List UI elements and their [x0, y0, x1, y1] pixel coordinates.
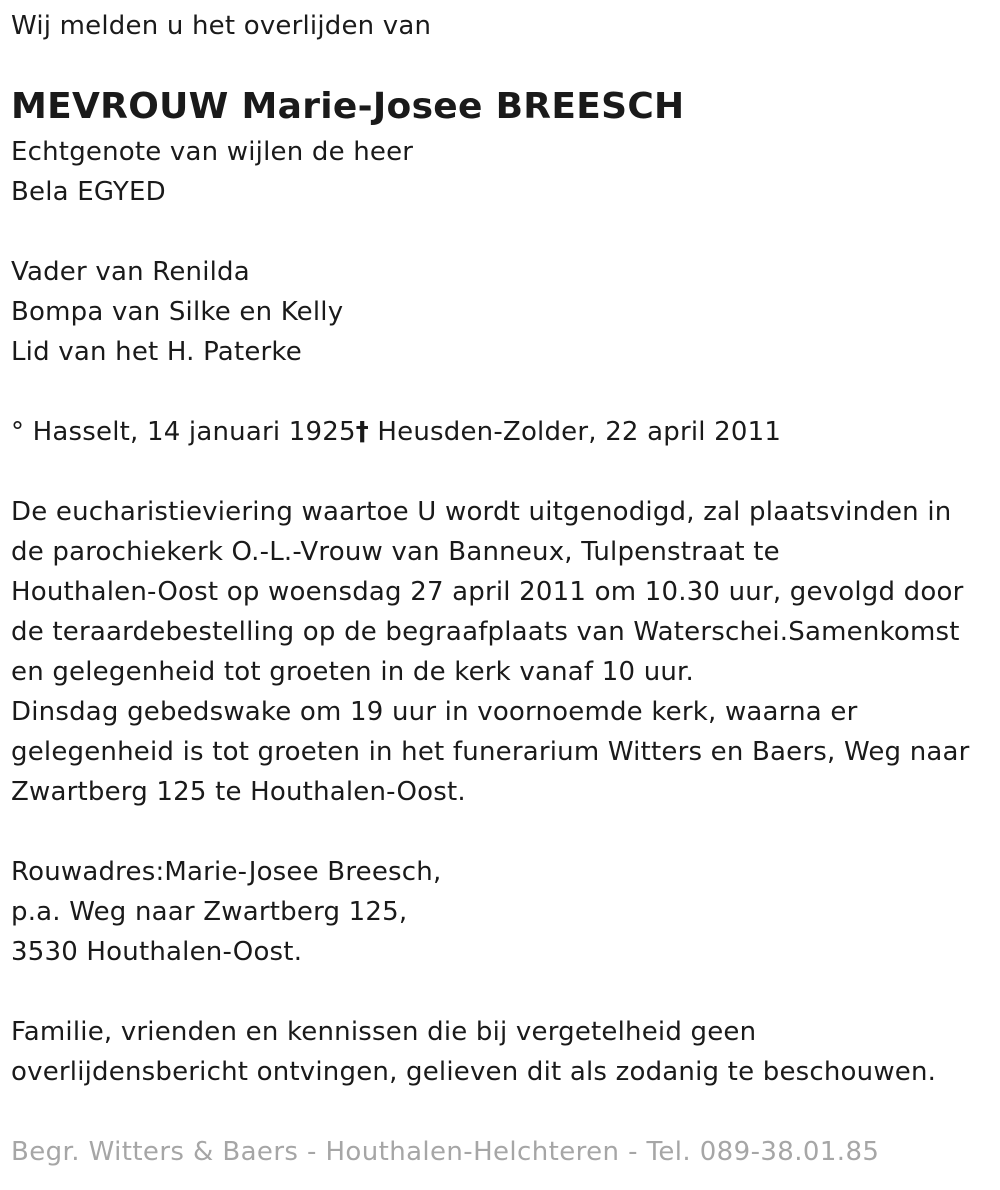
address-line: Rouwadres:Marie-Josee Breesch,: [11, 857, 442, 887]
family-line: Vader van Renilda: [11, 257, 250, 287]
ceremony-line: en gelegenheid tot groeten in de kerk vanaf 10 uur.: [11, 657, 695, 687]
closing-line: overlijdensbericht ontvingen, gelieven dit als zodanig te beschouwen.: [11, 1057, 937, 1087]
deceased-name: MEVROUW Marie-Josee BREESCH: [11, 86, 685, 127]
ceremony-line: de parochiekerk O.-L.-Vrouw van Banneux, Tulpenstraat te: [11, 537, 780, 567]
death-date: Heusden-Zolder, 22 april 2011: [368, 417, 782, 447]
spacer: [11, 372, 996, 412]
ceremony-line: Houthalen-Oost op woensdag 27 april 2011 om 10.30 uur, gevolgd door: [11, 577, 964, 607]
obituary-notice: [11, 0, 996, 1172]
address-line: 3530 Houthalen-Oost.: [11, 937, 303, 967]
spacer: [11, 452, 996, 492]
spacer: [11, 212, 996, 252]
address-line: p.a. Weg naar Zwartberg 125,: [11, 897, 408, 927]
intro-text: Wij melden u het overlijden van: [11, 11, 432, 41]
ceremony-line: Zwartberg 125 te Houthalen-Oost.: [11, 777, 466, 807]
ceremony-line: de teraardebestelling op de begraafplaats van Waterschei.Samenkomst: [11, 617, 960, 647]
spacer: [11, 812, 996, 852]
birth-date: ° Hasselt, 14 januari 1925: [11, 417, 356, 447]
ceremony-line: De eucharistieviering waartoe U wordt uitgenodigd, zal plaatsvinden in: [11, 497, 952, 527]
spacer: [11, 972, 996, 1012]
cross-icon: †: [355, 417, 369, 447]
funeral-home-footer: Begr. Witters & Baers - Houthalen-Helchteren - Tel. 089-38.01.85: [11, 1137, 880, 1167]
ceremony-line: Dinsdag gebedswake om 19 uur in voornoemde kerk, waarna er: [11, 697, 858, 727]
family-line: Lid van het H. Paterke: [11, 337, 302, 367]
family-line: Bompa van Silke en Kelly: [11, 297, 344, 327]
ceremony-line: gelegenheid is tot groeten in het funerarium Witters en Baers, Weg naar: [11, 737, 970, 767]
dates-line: [11, 412, 996, 452]
closing-line: Familie, vrienden en kennissen die bij vergetelheid geen: [11, 1017, 757, 1047]
spouse-line-2: Bela EGYED: [11, 177, 166, 207]
spouse-line-1: Echtgenote van wijlen de heer: [11, 137, 414, 167]
spacer: [11, 1092, 996, 1132]
